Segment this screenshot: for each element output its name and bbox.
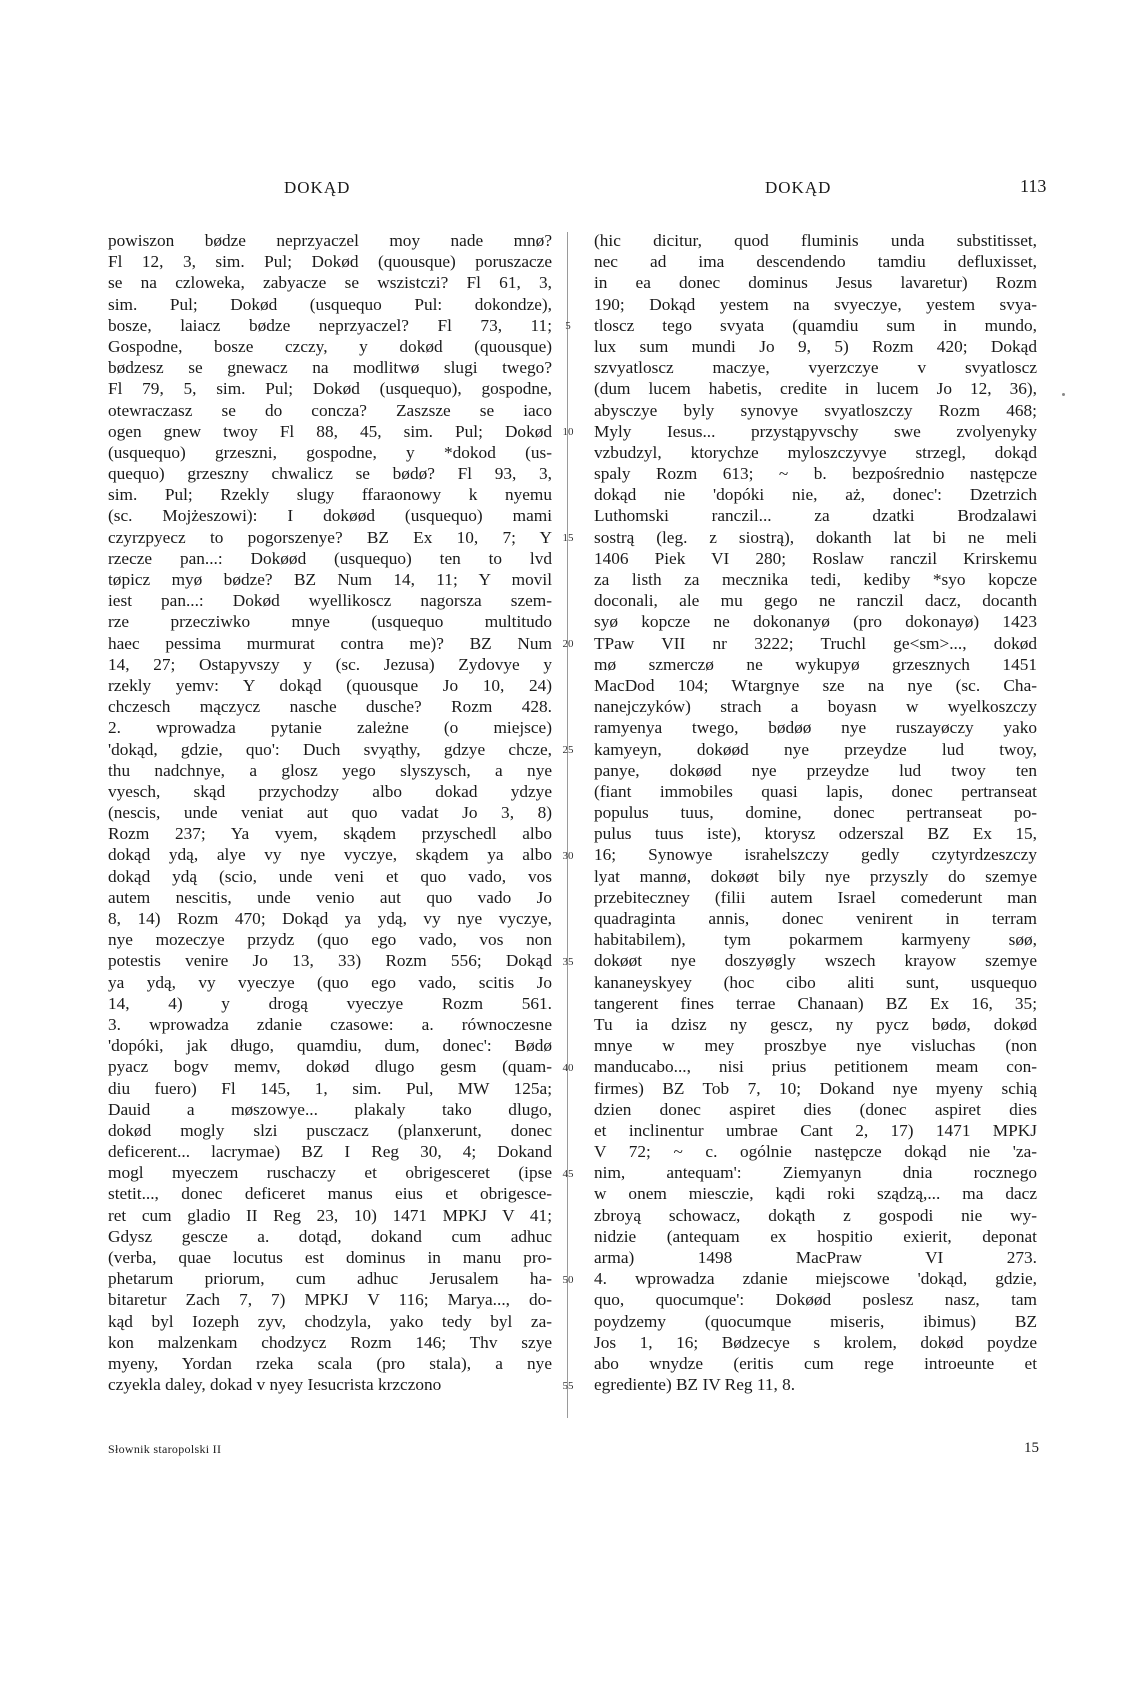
text-line: firmes) BZ Tob 7, 10; Dokand nye myeny schią (594, 1078, 1037, 1098)
text-line: phetarum priorum, cum adhuc Jerusalem ha- (108, 1269, 552, 1289)
text-line: 2. wprowadza pytanie zależne (o miejsce) (108, 718, 552, 738)
text-line: nanejczyków) strach a boyasn w wyelkoszczy (594, 697, 1037, 717)
text-line: bødzesz se gnewacz na modlitwø slugi twego? (108, 358, 552, 378)
text-line: przebiteczney (filii autem Israel comederunt man (594, 887, 1037, 907)
text-line: manducabo..., nisi prius petitionem meam con- (594, 1057, 1037, 1077)
text-line: poydzemy (quocumque miseris, ibimus) BZ (594, 1311, 1037, 1331)
text-line: czyekla daley, dokad v nyey Iesucrista krzczono (108, 1375, 442, 1395)
text-line: (usquequo) grzeszni, gospodne, y *dokod (us- (108, 442, 552, 462)
text-line: quadraginta annis, donec venirent in terram (594, 909, 1037, 928)
text-line: Dauid a møszowye... plakaly tako dlugo, (108, 1099, 552, 1119)
text-line: mø szmerczø ne wykupyø grzesznych 1451 (594, 654, 1037, 674)
text-line: tangerent fines terrae Chanaan) BZ Ex 16, 35; (594, 993, 1037, 1013)
text-line: habitabilem), tym pokarmem karmyeny søø, (594, 930, 1037, 950)
text-line: populus tuus, domine, donec pertranseat po- (594, 803, 1037, 823)
text-line: thu nadchnye, a glosz yego slyszysch, a nye (108, 760, 552, 780)
line-number: 25 (562, 743, 574, 756)
text-line: (hic dicitur, quod fluminis unda substitisset, (594, 231, 1037, 250)
text-line: quo, quocumque': Dokøød poslesz nasz, tam (594, 1290, 1037, 1310)
text-line: 8, 14) Rozm 470; Dokąd ya ydą, vy nye vyczye, (108, 909, 552, 928)
text-line: Gdysz gescze a. dotąd, dokand cum adhuc (108, 1226, 552, 1246)
text-line: ya ydą, vy vyeczye (quo ego vado, scitis Jo (108, 972, 552, 992)
text-line: 14, 27; Ostapyvszy y (sc. Jezusa) Zydovye y (108, 654, 552, 674)
text-line: spaly Rozm 613; ~ b. bezpośrednio następcze (594, 464, 1037, 484)
text-line: stetit..., donec deficeret manus eius et obrigesce- (108, 1184, 552, 1204)
running-head-left: DOKĄD (284, 178, 351, 197)
line-number: 5 (565, 319, 571, 332)
text-line: Jos 1, 16; Bødzecye s krolem, dokød poydze (594, 1332, 1037, 1352)
text-line: kamyeyn, dokøød nye przeydze lud twoy, (594, 739, 1037, 759)
text-line: zbroyą schowacz, dokąth z gospodi nie wy- (594, 1205, 1037, 1225)
text-line: doconali, ale mu gego ne ranczil dacz, docanth (594, 591, 1037, 611)
text-line: 3. wprowadza zdanie czasowe: a. równoczesne (108, 1014, 552, 1034)
text-line: pulus tuus iste), ktorysz odzerszal BZ Ex 15, (594, 824, 1037, 844)
text-line: abo wnydze (eritis cum rege introeunte et (594, 1353, 1037, 1373)
text-line: V 72; ~ c. ogólnie następcze dokąd nie 'za- (594, 1142, 1037, 1162)
line-number: 55 (562, 1379, 574, 1392)
column-divider (567, 232, 568, 1418)
text-line: myeny, Yordan rzeka scala (pro stala), a nye (108, 1353, 552, 1373)
text-line: vzbudzyl, ktorychze myloszczyvye strzegl, dokąd (594, 442, 1037, 462)
text-line: tøpicz myø bødze? BZ Num 14, 11; Y movil (108, 570, 552, 589)
text-line: (sc. Mojżeszowi): I dokøød (usquequo) mami (108, 506, 552, 526)
text-line: quequo) grzeszny chwalicz se bødø? Fl 93, 3, (108, 464, 552, 484)
text-line: rzekly yemv: Y dokąd (quousque Jo 10, 24) (108, 675, 552, 695)
text-line: bosze, laiacz bødze neprzyaczel? Fl 73, 11; (108, 315, 552, 335)
text-line: 'dokąd, gdzie, quo': Duch svyąthy, gdzye chcze, (108, 739, 552, 759)
text-line: iest pan...: Dokød wyellikoscz nagorsza szem- (108, 591, 552, 611)
text-line: vyesch, skąd przychodzy albo dokad ydzye (108, 781, 552, 801)
text-line: kananeyskyey (hoc cibo aliti sunt, usquequo (594, 972, 1037, 992)
text-line: szvyatloscz maczye, vyerzczye v svyatloscz (594, 358, 1037, 378)
text-line: kon malzenkam chodzycz Rozm 146; Thv szye (108, 1332, 552, 1352)
text-line: sim. Pul; Dokød (usquequo Pul: dokondze), (108, 294, 552, 314)
text-line: rzecze pan...: Dokøød (usquequo) ten to lvd (108, 548, 552, 568)
text-line: MacDod 104; Wtargnye sze na nye (sc. Cha- (594, 675, 1037, 695)
text-line: dokąd nie 'dopóki nie, aż, donec': Dzetrzich (594, 485, 1037, 505)
text-line: arma) 1498 MacPraw VI 273. (594, 1248, 1037, 1267)
text-line: chczesch mączycz nasche dusche? Rozm 428. (108, 697, 552, 717)
text-line: otewraczasz se do concza? Zaszsze se iaco (108, 400, 552, 420)
text-line: nim, antequam': Ziemyanyn dnia rocznego (594, 1163, 1037, 1183)
text-line: za listh za mecznika tedi, kediby *syo kopcze (594, 570, 1037, 589)
line-number: 10 (562, 425, 574, 438)
text-line: haec pessima murmurat contra me)? BZ Num (108, 633, 552, 653)
text-line: Fl 12, 3, sim. Pul; Dokød (quousque) poruszacze (108, 252, 552, 272)
text-line: nye mozeczye przydz (quo ego vado, vos non (108, 930, 552, 950)
text-line: ogen gnew twoy Fl 88, 45, sim. Pul; Dokød (108, 421, 552, 441)
text-line: kąd byl Iozeph zyv, chodzyla, yako tedy byl za- (108, 1311, 552, 1331)
text-line: Fl 79, 5, sim. Pul; Dokød (usquequo), gospodne, (108, 379, 552, 399)
text-line: abysczye byly synovye svyatloszczy Rozm 468; (594, 400, 1037, 420)
line-number: 35 (562, 955, 574, 968)
text-line: syø kopcze ne dokonanyø (pro dokonayø) 1423 (594, 612, 1037, 632)
right-column (594, 230, 1037, 1395)
text-line: mogl myeczem ruschaczy et obrigesceret (ipse (108, 1163, 552, 1183)
text-line: dzien donec aspiret dies (donec aspiret dies (594, 1099, 1037, 1119)
text-line: Luthomski ranczil... za dzatki Brodzalawi (594, 506, 1037, 526)
text-line: dokąd ydą, alye vy nye vyczye, skądem ya albo (108, 845, 552, 865)
text-line: lyat mannø, dokøøt bily nye przyszly do szemye (594, 866, 1037, 886)
text-line: autem nescitis, unde venio aut quo vado Jo (108, 887, 552, 907)
text-line: (dum lucem habetis, credite in lucem Jo 12, 36), (594, 379, 1037, 399)
text-line: ret cum gladio II Reg 23, 10) 1471 MPKJ V 41; (108, 1205, 552, 1225)
text-line: lux sum mundi Jo 9, 5) Rozm 420; Dokąd (594, 336, 1037, 356)
text-line: potestis venire Jo 13, 33) Rozm 556; Dokąd (108, 951, 552, 971)
text-line: Rozm 237; Ya vyem, skądem przyschedl albo (108, 824, 552, 844)
text-line: egrediente) BZ IV Reg 11, 8. (594, 1375, 796, 1395)
footer-title: Słownik staropolski II (108, 1442, 222, 1456)
text-line: nec ad ima descendendo tamdiu defluxisset, (594, 252, 1037, 272)
text-line: panye, dokøød nye przeydze lud twoy ten (594, 760, 1037, 780)
running-head-right: DOKĄD (765, 178, 832, 197)
text-line: se na czloweka, zabyacze se wszistczi? Fl 61, 3, (108, 273, 552, 293)
text-line: (nescis, unde veniat aut quo vadat Jo 3, 8) (108, 803, 552, 823)
text-line: Gospodne, bosze czczy, y dokød (quousque) (108, 336, 552, 356)
text-line: sostrą (leg. z siostrą), dokanth lat bi ne meli (594, 527, 1037, 547)
text-line: bitaretur Zach 7, 7) MPKJ V 116; Marya..., do- (108, 1290, 552, 1310)
line-number: 30 (562, 849, 574, 862)
text-line: 1406 Piek VI 280; Roslaw ranczil Krirskemu (594, 548, 1037, 568)
text-line: (verba, quae locutus est dominus in manu pro- (108, 1248, 552, 1267)
text-line: pyacz bogv memv, dokød dlugo gesm (quam- (108, 1057, 552, 1077)
line-number: 20 (562, 637, 574, 650)
text-line: 14, 4) y drogą vyeczye Rozm 561. (108, 993, 552, 1013)
text-line: dokød mogly slzi pusczacz (planxerunt, donec (108, 1120, 552, 1140)
text-line: 190; Dokąd yestem na svyeczye, yestem svya- (594, 294, 1037, 314)
text-line: deficerent... lacrymae) BZ I Reg 30, 4; Dokand (108, 1142, 552, 1162)
text-line: ramyenya twego, bødøø nye ruszayøczy yako (594, 718, 1037, 738)
text-line: Myly Iesus... przystąpyvschy swe zvolyenyky (594, 421, 1037, 441)
line-number: 15 (562, 531, 574, 544)
text-line: dokøøt nye doszyøgly wszech krayow szemye (594, 951, 1037, 971)
text-line: tloscz tego svyata (quamdiu sum in mundo, (594, 315, 1037, 335)
line-number: 45 (562, 1167, 574, 1180)
scan-speck (1062, 393, 1065, 396)
left-column (108, 230, 552, 1395)
text-line: w onem miesczie, kądi roki sządzą,... ma dacz (594, 1184, 1037, 1204)
text-line: in ea donec dominus Jesus lavaretur) Rozm (594, 273, 1037, 293)
text-line: Tu ia dzisz ny gescz, ny pycz bødø, dokød (594, 1014, 1037, 1034)
text-line: nidzie (antequam ex hospitio exierit, deponat (594, 1226, 1037, 1246)
text-line: et inclinentur umbrae Cant 2, 17) 1471 MPKJ (594, 1120, 1037, 1140)
text-line: sim. Pul; Rzekly slugy ffaraonowy k nyemu (108, 485, 552, 505)
text-line: diu fuero) Fl 145, 1, sim. Pul, MW 125a; (108, 1078, 552, 1098)
text-line: TPaw VII nr 3222; Truchl ge<sm>..., dokød (594, 633, 1037, 653)
line-number: 50 (562, 1273, 574, 1286)
text-line: dokąd ydą (scio, unde veni et quo vado, vos (108, 866, 552, 886)
text-line: 'dopóki, jak długo, quamdiu, dum, donec': Bødø (108, 1036, 552, 1056)
signature-number: 15 (1024, 1440, 1039, 1456)
text-line: powiszon bødze neprzyaczel moy nade mnø? (108, 231, 552, 250)
text-line: rze przecziwko mnye (usquequo multitudo (108, 612, 552, 632)
text-line: 4. wprowadza zdanie miejscowe 'dokąd, gdzie, (594, 1269, 1037, 1289)
text-line: (fiant immobiles quasi lapis, donec pertranseat (594, 781, 1037, 801)
line-number: 40 (562, 1061, 574, 1074)
text-line: 16; Synowye israhelszczy gedly czytyrdzeszczy (594, 845, 1037, 865)
page-number: 113 (1020, 176, 1047, 196)
text-line: czyrzpyecz to pogorszenye? BZ Ex 10, 7; Y (108, 527, 552, 547)
text-line: mnye w mey proszbye nye visluchas (non (594, 1036, 1037, 1056)
